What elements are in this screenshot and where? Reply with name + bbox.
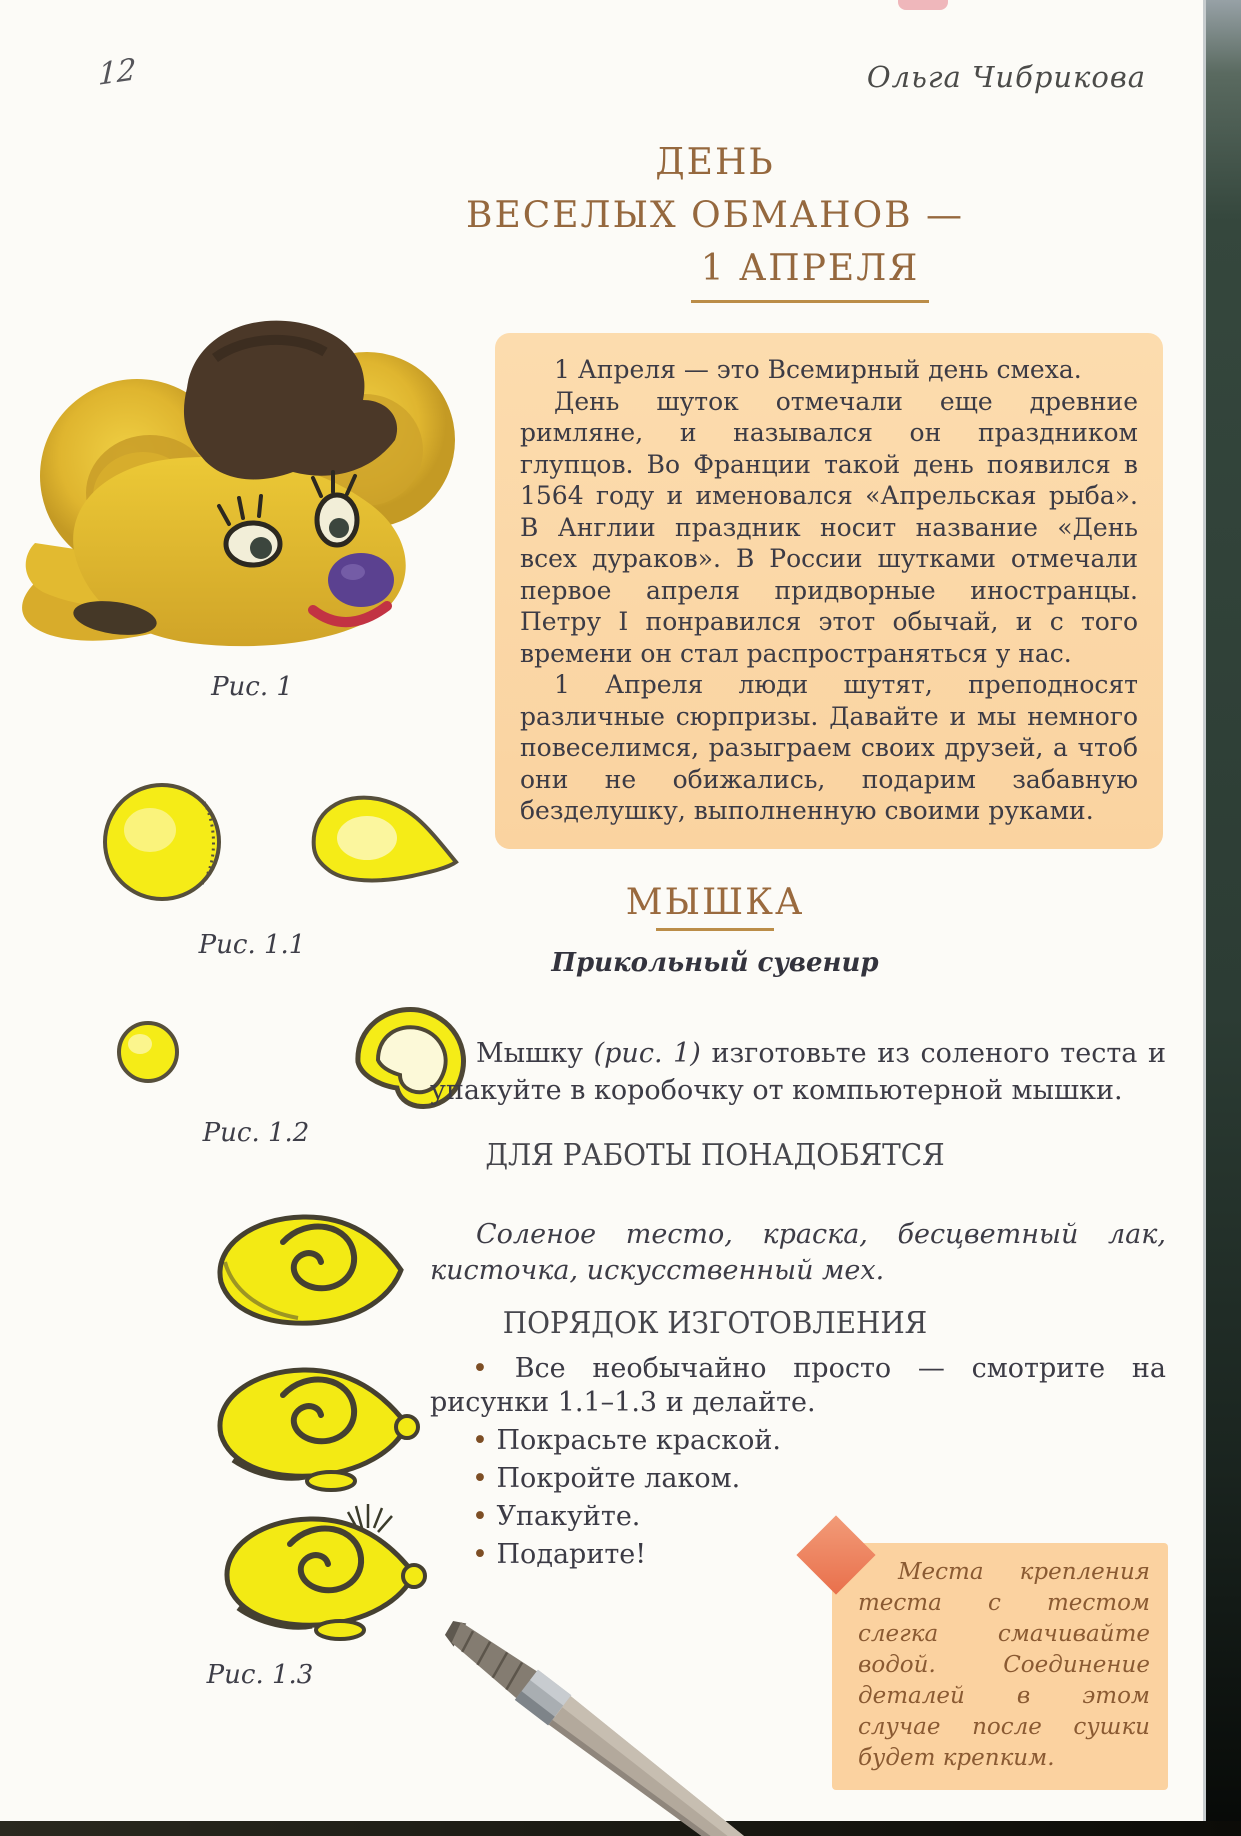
step-item: • Покрасьте краской.: [430, 1424, 1166, 1458]
author-name: Ольга Чибрикова: [866, 60, 1146, 94]
dough-ball-and-drop-sketch: [52, 752, 462, 930]
mouse-figurine-photo: [15, 288, 470, 654]
section-heading-project: [430, 882, 1000, 931]
steps-heading: ПОРЯДОК ИЗГОТОВЛЕНИЯ: [502, 1306, 928, 1341]
project-heading-text: МЫШКА: [625, 882, 805, 923]
project-intro-paragraph: [430, 1035, 1166, 1109]
figure-caption: Рис. 1: [211, 672, 293, 702]
intro-paragraph: 1 Апреля — это Всемирный день смеха.: [554, 355, 1082, 384]
materials-heading: ДЛЯ РАБОТЫ ПОНАДОБЯТСЯ: [485, 1138, 945, 1173]
project-subtitle: Прикольный сувенир: [551, 948, 879, 978]
project-heading-underline: [656, 928, 774, 931]
title-line-1: ДЕНЬ: [655, 142, 775, 183]
page-number: 12: [97, 52, 137, 93]
tip-box: [832, 1543, 1168, 1790]
title-line-2: ВЕСЕЛЫХ ОБМАНОВ —: [466, 195, 964, 236]
intro-highlight-box: [495, 333, 1163, 849]
mouse-stage-1-sketch: [203, 1202, 418, 1342]
title-line-3-wrap: [490, 242, 1130, 303]
small-ball-and-ear-sketch: [60, 982, 470, 1120]
mouse-stage-3-sketch: [210, 1500, 430, 1645]
step-item: • Все необычайно просто — смотрите на рисунки 1.1–1.3 и делайте.: [430, 1352, 1166, 1420]
scan-artifact: [898, 0, 948, 10]
intro-paragraph: День шуток отмечали еще древние римляне, и назывался он праздником глупцов. Во Франции такой день появился в 1564 году и именовался «Апрельская рыба». В Англии праздник носит название «День всех дураков». В России шутками отмечали первое апреля придворные иностранцы. Петру I понравился этот обычай, и с того времени он стал распространяться у нас.: [520, 386, 1138, 668]
figure-reference: (рис. 1): [593, 1038, 701, 1069]
materials-list: Соленое тесто, краска, бесцветный лак, кисточка, искусственный мех.: [430, 1219, 1166, 1286]
intro-text-before: Мышку: [476, 1038, 594, 1069]
step-item: • Подарите!: [430, 1538, 1166, 1572]
mouse-stage-2-sketch: [203, 1355, 423, 1495]
step-item: • Покройте лаком.: [430, 1462, 1166, 1496]
intro-paragraph: 1 Апреля люди шутят, преподносят различные сюрпризы. Давайте и мы немного повеселимся, разыграем своих друзей, а чтоб они не обижались, подарим забавную безделушку, выполненную своими руками.: [520, 670, 1138, 825]
title-underline: [691, 300, 929, 303]
title-line-3: 1 АПРЕЛЯ: [700, 248, 920, 289]
figure-caption: Рис. 1.2: [202, 1118, 310, 1148]
step-item: • Упакуйте.: [430, 1500, 1166, 1534]
page-edge-strip: [1203, 0, 1241, 1836]
chapter-title: [395, 136, 1035, 303]
tip-text: Места крепления теста с тестом слегка смачивайте водой. Соединение деталей в этом случае после сушки будет крепким.: [858, 1559, 1150, 1771]
figure-caption: Рис. 1.1: [198, 930, 306, 960]
paintbrush-photo: [400, 1598, 820, 1836]
intro-text-after: изготовьте из соленого теста и упакуйте в коробочку от компьютерной мышки.: [430, 1038, 1166, 1106]
figure-caption: Рис. 1.3: [206, 1660, 314, 1690]
